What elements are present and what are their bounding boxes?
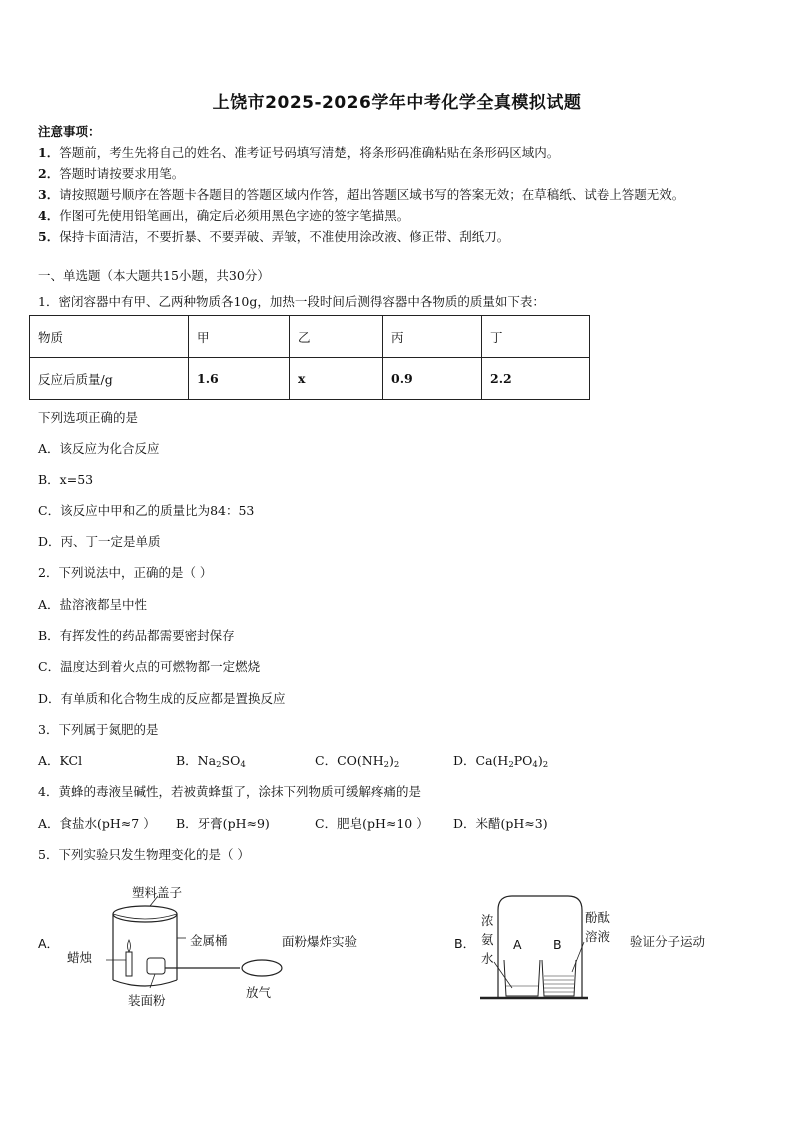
notice-num: 1． bbox=[38, 145, 60, 160]
notice-text: 作图可先使用铅笔画出，确定后必须用黑色字迹的签字笔描黑。 bbox=[59, 208, 410, 223]
notice-item bbox=[38, 143, 559, 161]
table-cell: 1.6 bbox=[189, 358, 290, 400]
notice-item bbox=[38, 164, 184, 182]
option-b: B．牙膏(pH≈9) bbox=[176, 816, 270, 831]
notice-item bbox=[38, 185, 684, 203]
table-cell: 甲 bbox=[189, 316, 290, 358]
figure-b-caption: 验证分子运动 bbox=[630, 934, 706, 949]
option-d: D．$Ca(H_2PO_4)_2$ bbox=[453, 753, 549, 770]
table-cell: 0.9 bbox=[383, 358, 482, 400]
option-b: B．有挥发性的药品都需要密封保存 bbox=[38, 628, 235, 643]
label-phenolphthalein: 酚酞 溶液 bbox=[585, 910, 611, 944]
option-a: A．该反应为化合反应 bbox=[38, 441, 160, 456]
notice-item bbox=[38, 227, 509, 245]
label-plastic-lid: 塑料盖子 bbox=[132, 885, 183, 900]
figure-b-letter: B． bbox=[454, 936, 476, 951]
option-d: D．丙、丁一定是单质 bbox=[38, 534, 161, 549]
question-3-stem: 3．下列属于氮肥的是 bbox=[38, 722, 159, 737]
option-c: C．温度达到着火点的可燃物都一定燃烧 bbox=[38, 659, 261, 674]
notice-item bbox=[38, 206, 409, 224]
label-metal-can: 金属桶 bbox=[190, 933, 228, 948]
label-beaker-b: B bbox=[553, 937, 562, 952]
option-c: C．肥皂(pH≈10 ） bbox=[315, 816, 429, 831]
label-air-bulb: 放气 bbox=[246, 985, 272, 1000]
table-header-row bbox=[30, 316, 590, 358]
option-a: A．盐溶液都呈中性 bbox=[38, 597, 148, 612]
notice-text: 请按照题号顺序在答题卡各题目的答题区域内作答，超出答题区域书写的答案无效；在草稿纸、试卷上答题无效。 bbox=[59, 187, 685, 202]
option-c: C．$CO(NH_2)_2$ bbox=[315, 753, 400, 770]
table-cell: 丙 bbox=[383, 316, 482, 358]
mass-table bbox=[29, 315, 590, 400]
figure-a-letter: A． bbox=[38, 936, 60, 951]
notice-heading: 注意事项： bbox=[38, 124, 101, 139]
figure-a-caption: 面粉爆炸实验 bbox=[282, 934, 358, 949]
question-1-stem: 1．密闭容器中有甲、乙两种物质各10g，加热一段时间后测得容器中各物质的质量如下表： bbox=[38, 294, 545, 309]
table-cell: x bbox=[290, 358, 383, 400]
section-heading: 一、单选题（本大题共15小题，共30分） bbox=[38, 268, 270, 283]
table-cell: 丁 bbox=[482, 316, 590, 358]
notice-num: 5． bbox=[38, 229, 60, 244]
page-title: 上饶市2025-2026学年中考化学全真模拟试题 bbox=[212, 93, 582, 113]
notice-num: 3． bbox=[38, 187, 60, 202]
label-candle: 蜡烛 bbox=[67, 950, 93, 965]
option-a: A．食盐水(pH≈7 ） bbox=[38, 816, 156, 831]
table-cell: 物质 bbox=[30, 316, 189, 358]
notice-text: 保持卡面清洁，不要折暴、不要弄破、弄皱，不准使用涂改液、修正带、刮纸刀。 bbox=[59, 229, 510, 244]
option-d: D．米醋(pH≈3) bbox=[453, 816, 548, 831]
notice-text: 答题前，考生先将自己的姓名、准考证号码填写清楚，将条形码准确粘贴在条形码区域内。 bbox=[59, 145, 560, 160]
table-cell: 反应后质量/g bbox=[30, 358, 189, 400]
table-cell: 2.2 bbox=[482, 358, 590, 400]
molecular-motion-diagram bbox=[476, 888, 596, 1006]
label-ammonia: 浓 氨 水 bbox=[481, 913, 494, 966]
label-flour: 装面粉 bbox=[128, 993, 166, 1008]
option-a: A．KCl bbox=[38, 753, 83, 768]
option-b: B．$Na_2SO_4$ bbox=[176, 753, 246, 770]
notice-text: 答题时请按要求用笔。 bbox=[59, 166, 185, 181]
label-beaker-a: A bbox=[513, 937, 522, 952]
question-1-prompt: 下列选项正确的是 bbox=[38, 410, 139, 425]
option-b: B．x=53 bbox=[38, 472, 94, 487]
table-row bbox=[30, 358, 590, 400]
notice-num: 4． bbox=[38, 208, 60, 223]
table-cell: 乙 bbox=[290, 316, 383, 358]
option-d: D．有单质和化合物生成的反应都是置换反应 bbox=[38, 691, 286, 706]
question-4-stem: 4．黄蜂的毒液呈碱性，若被黄蜂蜇了，涂抹下列物质可缓解疼痛的是 bbox=[38, 784, 421, 799]
option-c: C．该反应中甲和乙的质量比为84：53 bbox=[38, 503, 255, 518]
notice-num: 2． bbox=[38, 166, 60, 181]
question-2-stem: 2．下列说法中，正确的是（ ） bbox=[38, 565, 213, 580]
question-5-stem: 5．下列实验只发生物理变化的是（ ） bbox=[38, 847, 250, 862]
